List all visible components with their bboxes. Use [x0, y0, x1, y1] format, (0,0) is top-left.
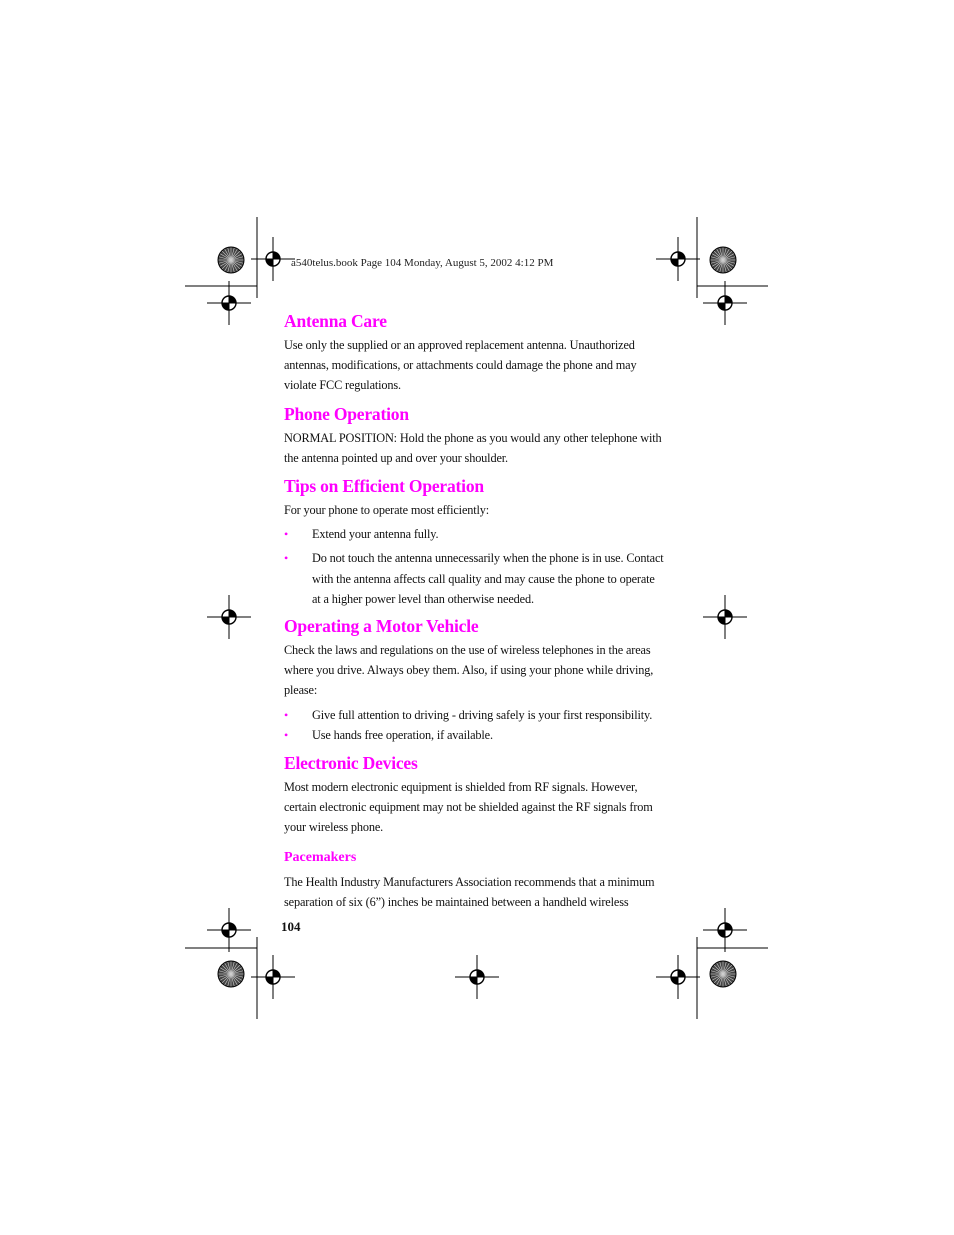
bullet-icon: • — [284, 727, 289, 742]
list-item-text: Extend your antenna fully. — [312, 527, 439, 542]
list-item-text: Use hands free operation, if available. — [312, 727, 493, 742]
phone-operation-text: NORMAL POSITION: Hold the phone as you would any other telephone with the antenna pointed up and over your shoulder. — [284, 430, 662, 465]
registration-quadrant — [229, 923, 236, 930]
registration-quadrant — [725, 923, 732, 930]
registration-quadrant — [718, 617, 725, 624]
registration-quadrant — [222, 303, 229, 310]
registration-quadrant — [725, 296, 732, 303]
registration-quadrant — [273, 970, 280, 977]
registration-quadrant — [678, 252, 685, 259]
section-phone-operation — [284, 402, 666, 468]
tips-intro-text: For your phone to operate most efficiently: — [284, 503, 490, 518]
section-tips — [284, 474, 666, 609]
heading-antenna-care: Antenna Care — [284, 311, 387, 331]
pacemakers-text: The Health Industry Manufacturers Association recommends that a minimum separation of six (6”) inches be maintained between a handheld wireless — [284, 874, 655, 909]
list-item-text: Do not touch the antenna unnecessarily when the phone is in use. Contact with the antenna affects call quality and may cause the phone to operate at a higher power level than otherwise needed. — [312, 551, 664, 606]
list-item-text: Give full attention to driving - driving safely is your first responsibility. — [312, 707, 653, 722]
heading-electronic-devices: Electronic Devices — [284, 753, 418, 774]
registration-quadrant — [266, 259, 273, 266]
motor-vehicle-text: Check the laws and regulations on the use of wireless telephones in the areas where you drive. Always obey them. Also, if using your phone while driving, please: — [284, 643, 654, 698]
section-motor-vehicle — [284, 614, 666, 745]
registration-quadrant — [273, 252, 280, 259]
section-antenna-care — [284, 309, 666, 396]
registration-quadrant — [470, 977, 477, 984]
registration-quadrant — [671, 977, 678, 984]
list-item — [284, 705, 666, 725]
heading-phone-operation: Phone Operation — [284, 403, 409, 424]
registration-quadrant — [718, 930, 725, 937]
registration-quadrant — [222, 617, 229, 624]
registration-quadrant — [266, 977, 273, 984]
heading-motor-vehicle: Operating a Motor Vehicle — [284, 616, 479, 637]
print-header-line: a540telus.book Page 104 Monday, August 5, 2002 4:12 PM — [291, 257, 554, 269]
registration-quadrant — [222, 930, 229, 937]
bullet-icon: • — [284, 707, 289, 722]
page-number: 104 — [281, 919, 301, 934]
section-electronic-devices — [284, 751, 666, 912]
list-item — [284, 524, 666, 544]
registration-quadrant — [725, 610, 732, 617]
list-item — [284, 548, 666, 609]
electronic-devices-text: Most modern electronic equipment is shielded from RF signals. However, certain electronic equipment may not be shielded against the RF signals from your wireless phone. — [284, 780, 653, 835]
registration-quadrant — [671, 259, 678, 266]
heading-tips: Tips on Efficient Operation — [284, 476, 484, 497]
page-content — [284, 309, 666, 917]
registration-quadrant — [678, 970, 685, 977]
heading-pacemakers: Pacemakers — [284, 849, 357, 865]
registration-quadrant — [229, 610, 236, 617]
bullet-icon: • — [284, 527, 289, 542]
bullet-icon: • — [284, 551, 289, 566]
antenna-care-text: Use only the supplied or an approved replacement antenna. Unauthorized antennas, modifications, or attachments could damage the phone and may violate FCC regulations. — [284, 338, 637, 393]
registration-quadrant — [718, 303, 725, 310]
registration-quadrant — [477, 970, 484, 977]
motor-bullet-list — [284, 705, 666, 745]
list-item — [284, 725, 666, 745]
tips-bullet-list — [284, 524, 666, 609]
registration-quadrant — [229, 296, 236, 303]
